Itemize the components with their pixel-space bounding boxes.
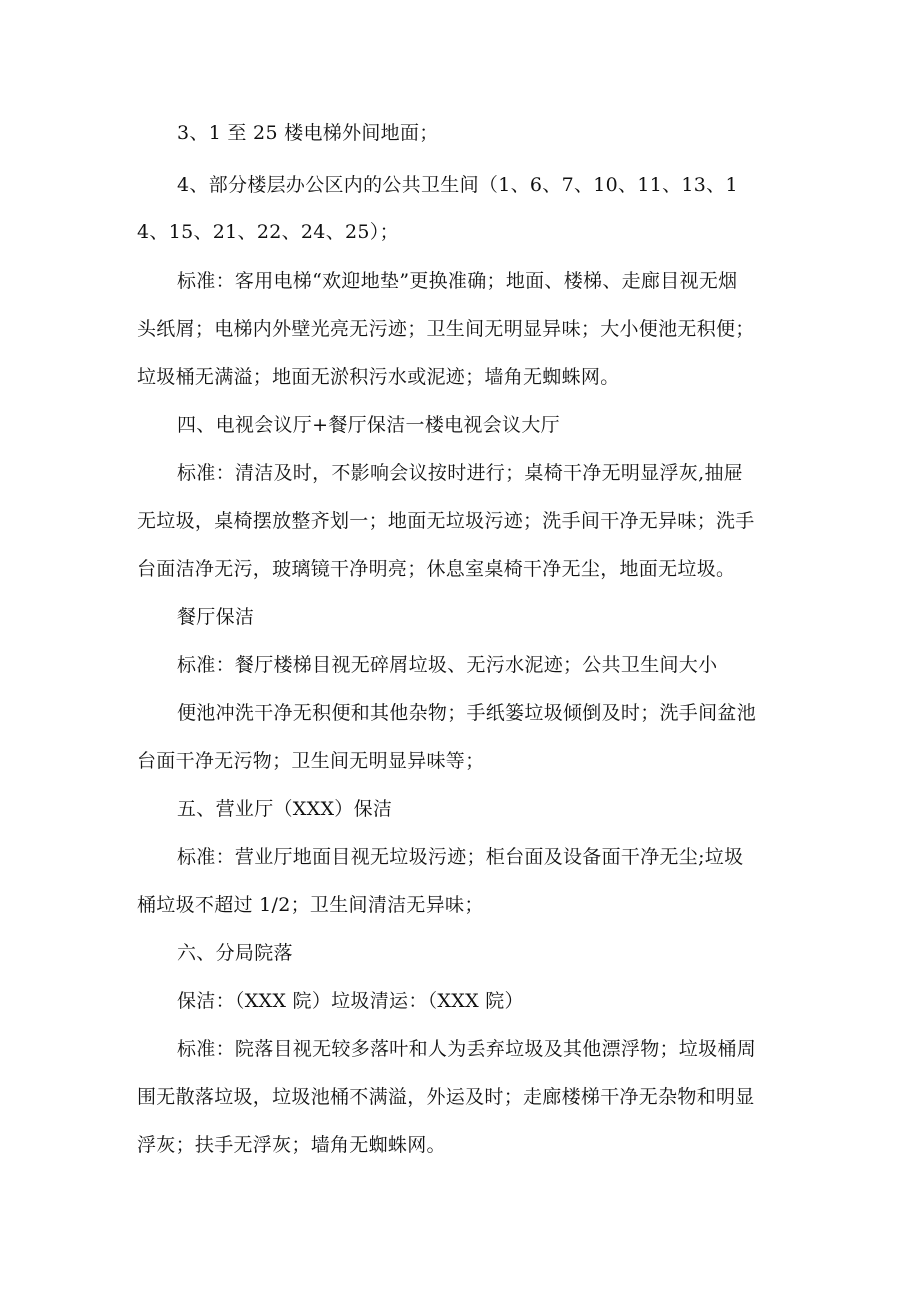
section-heading: 六、分局院落 <box>177 942 293 964</box>
paragraph-line: 标准：清洁及时，不影响会议按时进行；桌椅干净无明显浮灰,抽屉 <box>177 462 744 484</box>
paragraph-line: 围无散落垃圾，垃圾池桶不满溢，外运及时；走廊楼梯干净无杂物和明显 <box>137 1086 755 1108</box>
section-heading: 五、营业厅（XXX）保洁 <box>177 798 393 820</box>
subsection-heading: 餐厅保洁 <box>177 606 255 628</box>
paragraph-line: 保洁：（XXX 院）垃圾清运：（XXX 院） <box>177 990 524 1012</box>
paragraph-line: 无垃圾，桌椅摆放整齐划一；地面无垃圾污迹；洗手间干净无异味；洗手 <box>137 510 755 532</box>
paragraph-line: 头纸屑；电梯内外壁光亮无污迹；卫生间无明显异味；大小便池无积便； <box>137 318 755 340</box>
paragraph-line: 桶垃圾不超过 1/2；卫生间清洁无异味； <box>137 894 484 916</box>
paragraph-line: 便池冲洗干净无积便和其他杂物；手纸篓垃圾倾倒及时；洗手间盆池 <box>177 702 757 724</box>
paragraph-line: 垃圾桶无满溢；地面无淤积污水或泥迹；墙角无蜘蛛网。 <box>137 366 620 388</box>
list-item-3: 3、1 至 25 楼电梯外间地面； <box>177 122 439 144</box>
paragraph-line: 标准：院落目视无较多落叶和人为丢弃垃圾及其他漂浮物；垃圾桶周 <box>177 1038 757 1060</box>
section-heading: 四、电视会议厅+餐厅保洁一楼电视会议大厅 <box>177 414 560 436</box>
paragraph-line: 4、15、21、22、24、25）； <box>137 221 399 243</box>
paragraph-line: 台面干净无污物；卫生间无明显异味等； <box>137 750 485 772</box>
paragraph-line: 标准：营业厅地面目视无垃圾污迹；柜台面及设备面干净无尘;垃圾 <box>177 846 744 868</box>
paragraph-line: 台面洁净无污，玻璃镜干净明亮；休息室桌椅干净无尘，地面无垃圾。 <box>137 558 736 580</box>
list-item-4: 4、部分楼层办公区内的公共卫生间（1、6、7、10、11、13、1 <box>177 174 738 196</box>
paragraph-line: 标准：餐厅楼梯目视无碎屑垃圾、无污水泥迹；公共卫生间大小 <box>177 654 718 676</box>
paragraph-line: 标准：客用电梯“欢迎地垫”更换准确；地面、楼梯、走廊目视无烟 <box>177 270 738 292</box>
paragraph-line: 浮灰；扶手无浮灰；墙角无蜘蛛网。 <box>137 1134 446 1156</box>
